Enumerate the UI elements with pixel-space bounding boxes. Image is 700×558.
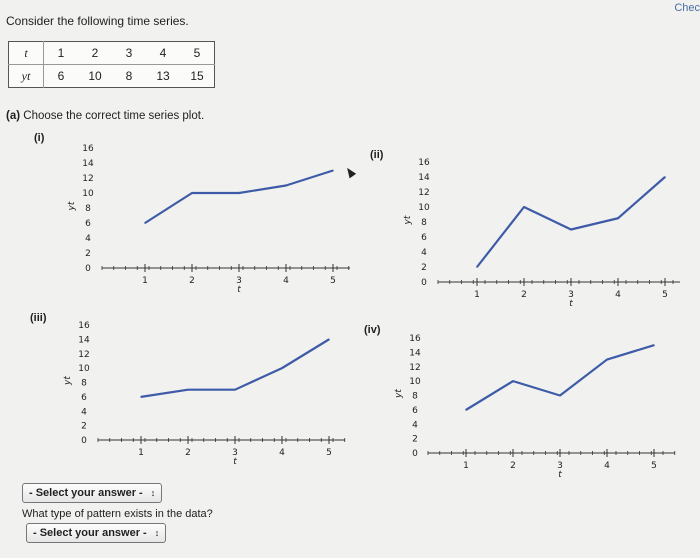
- x-tick-label: 1: [142, 276, 148, 286]
- data-point: [523, 206, 525, 208]
- question-b: What type of pattern exists in the data?: [22, 508, 213, 520]
- data-point: [476, 266, 478, 268]
- data-point: [140, 396, 142, 398]
- x-tick-label: 3: [568, 290, 574, 300]
- y-tick-label: 10: [82, 189, 94, 199]
- table-cell: 13: [156, 69, 170, 83]
- y-tick-label: 6: [81, 392, 87, 403]
- y-tick-label: 14: [418, 173, 430, 183]
- x-tick-label: 1: [463, 461, 469, 471]
- table-cell: 1: [44, 42, 79, 65]
- x-axis-label: t: [237, 285, 241, 295]
- y-tick-label: 16: [418, 158, 430, 168]
- data-point: [559, 395, 561, 397]
- data-point: [328, 339, 330, 341]
- table-cell: 8: [125, 69, 133, 83]
- table-cell: 4: [146, 42, 180, 65]
- data-point: [570, 229, 572, 231]
- y-tick-label: 14: [82, 159, 94, 169]
- y-tick-label: 0: [421, 278, 427, 288]
- data-point: [281, 367, 283, 369]
- x-tick-label: 5: [662, 290, 668, 300]
- data-point: [285, 185, 287, 187]
- x-tick-label: 4: [615, 290, 621, 300]
- select-label: - Select your answer -: [33, 527, 147, 539]
- series-line: [141, 339, 329, 397]
- y-tick-label: 0: [85, 264, 91, 274]
- y-tick-label: 12: [82, 174, 94, 184]
- x-axis-label: t: [558, 470, 562, 480]
- table-cell: 15: [190, 69, 204, 83]
- x-tick-label: 4: [279, 448, 285, 458]
- y-tick-label: 14: [409, 348, 421, 359]
- pattern-answer-select[interactable]: [26, 523, 166, 543]
- x-tick-label: 5: [651, 461, 657, 471]
- y-tick-label: 6: [412, 405, 418, 416]
- x-tick-label: 2: [510, 461, 516, 471]
- data-point: [512, 380, 514, 382]
- plot-label-iv: (iv): [364, 324, 381, 336]
- y-tick-label: 2: [81, 421, 87, 432]
- intro-text: Consider the following time series.: [6, 14, 189, 28]
- y-tick-label: 4: [81, 407, 87, 418]
- x-tick-label: 2: [521, 290, 527, 300]
- question-a-text: Choose the correct time series plot.: [23, 110, 205, 122]
- data-point: [187, 389, 189, 391]
- y-tick-label: 12: [418, 188, 430, 198]
- x-tick-label: 3: [236, 276, 242, 286]
- x-tick-label: 3: [232, 448, 238, 458]
- y-tick-label: 4: [85, 234, 91, 244]
- y-tick-label: 4: [421, 248, 427, 258]
- y-tick-label: 0: [412, 449, 418, 459]
- series-line: [466, 345, 654, 410]
- x-tick-label: 2: [185, 448, 191, 458]
- y-tick-label: 6: [85, 219, 91, 229]
- y-tick-label: 16: [78, 321, 90, 331]
- y-axis-label: yt: [394, 389, 404, 398]
- y-axis-label: yt: [63, 376, 73, 385]
- y-tick-label: 2: [85, 249, 91, 259]
- x-tick-label: 4: [283, 276, 289, 286]
- table-cell: 5: [180, 42, 215, 65]
- select-arrows-icon: ↕: [154, 528, 160, 538]
- data-point: [144, 222, 146, 224]
- x-tick-label: 5: [326, 448, 332, 458]
- data-point: [332, 170, 334, 172]
- y-tick-label: 10: [418, 203, 430, 213]
- y-tick-label: 4: [412, 420, 418, 431]
- plot-label-iii: (iii): [30, 312, 47, 324]
- y-tick-label: 10: [78, 364, 90, 375]
- data-point: [191, 192, 193, 194]
- y-tick-label: 6: [421, 233, 427, 243]
- series-line: [145, 171, 333, 224]
- data-point: [234, 389, 236, 391]
- y-tick-label: 8: [412, 391, 418, 402]
- y-tick-label: 2: [421, 263, 427, 273]
- data-point: [653, 344, 655, 346]
- plot-answer-select[interactable]: [22, 483, 162, 503]
- y-axis-label: yt: [403, 215, 413, 225]
- y-tick-label: 0: [81, 436, 87, 446]
- data-point: [664, 176, 666, 178]
- y-tick-label: 12: [409, 362, 421, 373]
- table-header-t: t: [9, 42, 44, 65]
- plot-label-ii: (ii): [370, 149, 384, 161]
- y-tick-label: 16: [82, 144, 94, 154]
- series-line: [477, 177, 665, 267]
- y-tick-label: 2: [412, 434, 418, 445]
- x-tick-label: 5: [330, 276, 336, 286]
- y-axis-label: yt: [67, 201, 77, 211]
- x-tick-label: 4: [604, 461, 610, 471]
- y-tick-label: 8: [421, 218, 427, 228]
- y-tick-label: 10: [409, 377, 421, 388]
- table-cell: 3: [112, 42, 146, 65]
- x-tick-label: 2: [189, 276, 195, 286]
- data-point: [465, 409, 467, 411]
- table-cell: 6: [57, 69, 65, 83]
- x-axis-label: t: [233, 457, 237, 467]
- y-tick-label: 16: [409, 334, 421, 344]
- select-arrows-icon: ↕: [150, 488, 156, 498]
- data-point: [606, 359, 608, 361]
- x-tick-label: 3: [557, 461, 563, 471]
- question-a-prefix: (a): [6, 110, 21, 122]
- table-cell: 2: [78, 42, 112, 65]
- y-tick-label: 8: [85, 204, 91, 214]
- x-axis-label: t: [569, 299, 573, 309]
- plot-label-i: (i): [34, 132, 45, 144]
- select-label: - Select your answer -: [29, 487, 143, 499]
- table-cell: 10: [88, 69, 102, 83]
- table-header-y: yt: [9, 65, 44, 88]
- y-tick-label: 8: [81, 378, 87, 389]
- check-link[interactable]: Chec: [674, 2, 700, 14]
- y-tick-label: 14: [78, 335, 90, 346]
- x-tick-label: 1: [138, 448, 144, 458]
- data-point: [238, 192, 240, 194]
- y-tick-label: 12: [78, 349, 90, 360]
- x-tick-label: 1: [474, 290, 480, 300]
- data-point: [617, 217, 619, 219]
